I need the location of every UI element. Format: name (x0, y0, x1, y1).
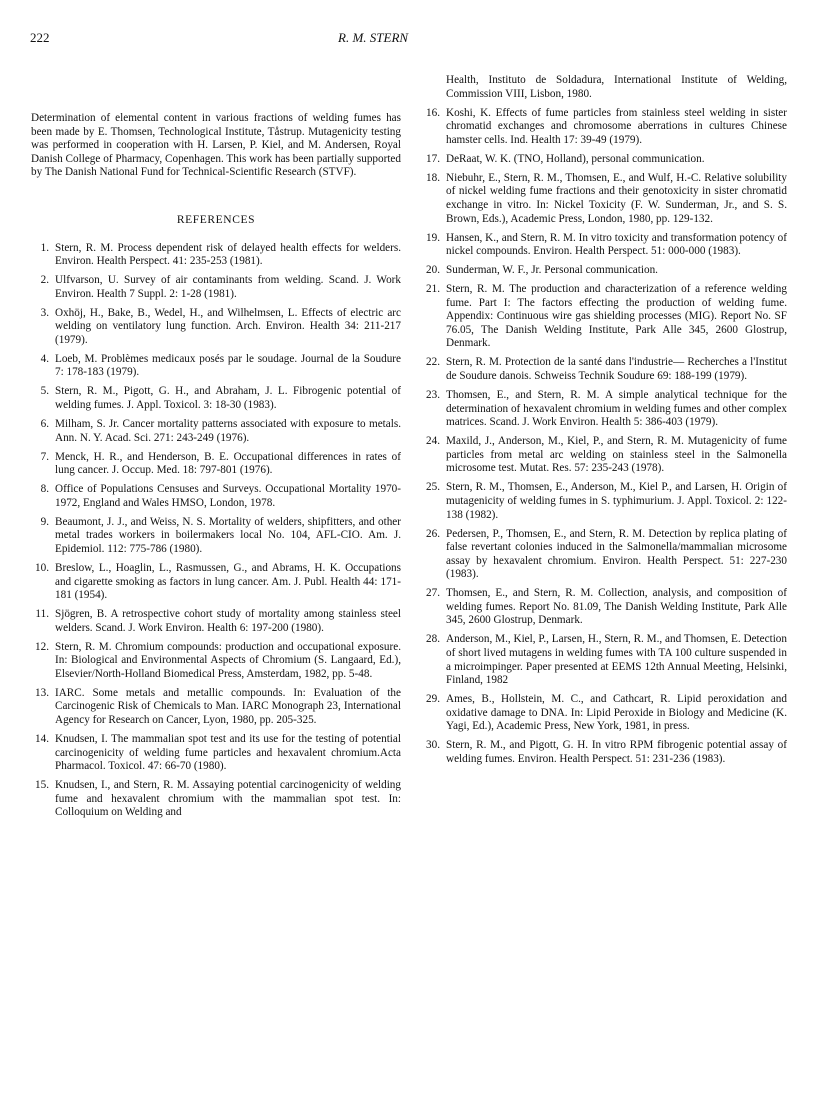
reference-number: 3. (40, 306, 49, 319)
reference-item (422, 693, 787, 734)
reference-number: 21. (426, 283, 440, 296)
reference-text: Milham, S. Jr. Cancer mortality patterns associated with exposure to metals. Ann. N. Y. Acad. Sci. 271: 243-249 (1976). (55, 418, 401, 444)
reference-number: 16. (426, 106, 440, 119)
acknowledgment-paragraph: Determination of elemental content in various fractions of welding fumes has been made by E. Thomsen, Technological Institute, Tåstrup. Mutagenicity testing was performed in cooperation with H. Larsen, P. Kiel, and M. Andersen, Royal Danish College of Pharmacy, Copenhagen. This work has been partially supported by The Danish National Fund for Technical-Scientific Research (STVF). (31, 112, 401, 179)
reference-text: DeRaat, W. K. (TNO, Holland), personal communication. (446, 152, 705, 165)
reference-text: Beaumont, J. J., and Weiss, N. S. Mortality of welders, shipfitters, and other metal trades workers in boilermakers local No. 104, AFL-CIO. Am. J. Epidemiol. 112: 775-786 (1980). (55, 515, 401, 555)
right-column (422, 74, 787, 772)
reference-item (422, 587, 787, 628)
reference-text: Stern, R. M. Chromium compounds: production and occupational exposure. In: Biological and Environmental Aspects of Chromium (S. Langaard, Ed.), Elsevier/North-Holland Biomedical Press, Amsterdam, 1982, pp. 5-48. (55, 640, 401, 680)
reference-text: Pedersen, P., Thomsen, E., and Stern, R. M. Detection by replica plating of false revertant colonies induced in the Salmonella/mammalian microsome assay by hexavalent chromium. Environ. Health Perspect. 51: 227-230 (1983). (446, 527, 787, 581)
reference-number: 24. (426, 435, 440, 448)
reference-number: 5. (40, 385, 49, 398)
reference-number: 30. (426, 739, 440, 752)
reference-item (422, 264, 787, 278)
reference-number: 12. (35, 640, 49, 653)
reference-text: Anderson, M., Kiel, P., Larsen, H., Stern, R. M., and Thomsen, E. Detection of short lived mutagens in welding fumes with TA 100 culture suspended in a microimpinger. Paper presented at EEMS 12th Annual Meeting, Helsinki, Finland, 1982 (446, 633, 787, 687)
reference-text: Knudsen, I. The mammalian spot test and its use for the testing of potential carcinogenicity of welding fume particles and hexavalent chromium.Acta Pharmacol. Toxicol. 47: 66-70 (1980). (55, 733, 401, 773)
reference-item (31, 274, 401, 301)
reference-number: 29. (426, 693, 440, 706)
running-head: R. M. STERN (338, 30, 409, 45)
reference-list-left (31, 242, 401, 820)
reference-text: Sunderman, W. F., Jr. Personal communication. (446, 264, 658, 277)
reference-number: 14. (35, 733, 49, 746)
reference-15-continuation: Health, Instituto de Soldadura, International Institute of Welding, Commission VIII, Lisbon, 1980. (446, 74, 787, 100)
reference-item (422, 107, 787, 148)
reference-item (422, 172, 787, 226)
reference-number: 25. (426, 481, 440, 494)
reference-text: Hansen, K., and Stern, R. M. In vitro toxicity and transformation potency of nickel compounds. Environ. Health Perspect. 51: 000-000 (1983). (446, 231, 787, 258)
reference-text: Stern, R. M., Thomsen, E., Anderson, M., Kiel P., and Larsen, H. Origin of mutagenicity of welding fumes in S. typhimurium. J. Appl. Toxicol. 2: 122-138 (1982). (446, 481, 787, 521)
reference-text: Sjögren, B. A retrospective cohort study of mortality among stainless steel welders. Scand. J. Work Environ. Health 6: 197-200 (1980). (55, 608, 401, 634)
reference-number: 10. (35, 561, 49, 574)
left-column (31, 112, 401, 825)
reference-item (422, 153, 787, 167)
reference-text: IARC. Some metals and metallic compounds. In: Evaluation of the Carcinogenic Risk of Chemicals to Man. IARC Monograph 23, International Agency for Research on Cancer, Lyon, 1980, pp. 205-325. (55, 686, 401, 727)
reference-text: Loeb, M. Problèmes medicaux posés par le soudage. Journal de la Soudure 7: 178-183 (1979). (55, 352, 401, 379)
reference-text: Stern, R. M. Process dependent risk of delayed health effects for welders. Environ. Health Perspect. 41: 235-253 (1981). (55, 241, 401, 268)
reference-item (31, 641, 401, 682)
reference-number: 18. (426, 171, 440, 184)
reference-item (422, 528, 787, 582)
reference-item (31, 451, 401, 478)
reference-number: 23. (426, 389, 440, 401)
reference-text: Koshi, K. Effects of fume particles from stainless steel welding in sister chromatid exchanges and chromosome aberrations in cultures Chinese hamster cells. Ind. Health 17: 39-49 (1979). (446, 106, 787, 146)
reference-item (31, 353, 401, 380)
reference-item (31, 687, 401, 728)
reference-text: Thomsen, E., and Stern, R. M. Collection, analysis, and composition of welding fumes. Report No. 81.09, The Danish Welding Institute, Park Alle 345, 2600 Glostrup, Denmark. (446, 587, 787, 627)
reference-number: 9. (40, 515, 49, 528)
reference-item (422, 435, 787, 476)
reference-number: 1. (40, 241, 49, 254)
reference-item (422, 283, 787, 351)
reference-number: 22. (426, 356, 440, 369)
reference-number: 27. (426, 587, 440, 600)
reference-number: 15. (35, 779, 49, 792)
reference-number: 28. (426, 633, 440, 646)
reference-text: Ames, B., Hollstein, M. C., and Cathcart, R. Lipid peroxidation and oxidative damage to DNA. In: Lipid Peroxide in Biology and Medicine (K. Yagi, Ed.), Academic Press, New York, 1981, in press. (446, 693, 787, 733)
reference-text: Oxhöj, H., Bake, B., Wedel, H., and Wilhelmsen, L. Effects of electric arc welding on ventilatory lung function. Arch. Environ. Health 34: 211-217 (1979). (55, 306, 401, 346)
reference-number: 20. (426, 264, 440, 277)
reference-number: 19. (426, 231, 440, 244)
reference-item (31, 418, 401, 445)
reference-text: Knudsen, I., and Stern, R. M. Assaying potential carcinogenicity of welding fume and hexavalent chromium with the mammalian spot test. In: Colloquium on Welding and (55, 779, 401, 819)
reference-item (422, 232, 787, 259)
reference-item (31, 779, 401, 820)
reference-item (31, 733, 401, 774)
reference-number: 8. (40, 483, 49, 496)
reference-text: Thomsen, E., and Stern, R. M. A simple analytical technique for the determination of hexavalent chromium in welding fumes and other complex matrices. Scand. J. Work Environ. Health 5: 386-403 (1979). (446, 389, 787, 429)
reference-text: Breslow, L., Hoaglin, L., Rasmussen, G., and Abrams, H. K. Occupations and cigarette smoking as factors in lung cancer. Am. J. Publ. Health 44: 171-181 (1954). (55, 561, 401, 602)
reference-number: 26. (426, 527, 440, 540)
reference-text: Stern, R. M., and Pigott, G. H. In vitro RPM fibrogenic potential assay of welding fumes. Environ. Health Perspect. 51: 231-236 (1983). (446, 739, 787, 765)
reference-number: 17. (426, 152, 440, 165)
reference-number: 7. (40, 450, 49, 463)
reference-text: Ulfvarson, U. Survey of air contaminants from welding. Scand. J. Work Environ. Health 7 Suppl. 2: 1-28 (1981). (55, 274, 401, 300)
reference-item (31, 307, 401, 348)
reference-item (422, 739, 787, 766)
reference-item (31, 242, 401, 269)
reference-number: 11. (35, 608, 49, 621)
reference-item (31, 562, 401, 603)
reference-item (31, 385, 401, 412)
reference-text: Stern, R. M., Pigott, G. H., and Abraham, J. L. Fibrogenic potential of welding fumes. J. Appl. Toxicol. 3: 18-30 (1983). (55, 385, 401, 412)
reference-text: Stern, R. M. The production and characterization of a reference welding fume. Part I: The factors effecting the production of welding fume. Appendix: Continuous wire gas shielding processes (MIG). Report No. SF 76.05, The Danish Welding Institute, Park Alle 345, 2600 Glostrup, Denmark. (446, 283, 787, 350)
page-number: 222 (30, 30, 50, 45)
reference-item (31, 516, 401, 557)
reference-item (31, 483, 401, 510)
reference-item (31, 608, 401, 635)
reference-number: 2. (40, 274, 49, 287)
reference-list-right (422, 107, 787, 767)
reference-item (422, 481, 787, 522)
reference-number: 4. (40, 352, 49, 365)
references-heading: REFERENCES (176, 213, 256, 226)
reference-text: Menck, H. R., and Henderson, B. E. Occupational differences in rates of lung cancer. J. Occup. Med. 18: 797-801 (1976). (55, 450, 401, 477)
reference-item (422, 633, 787, 687)
reference-text: Office of Populations Censuses and Surveys. Occupational Mortality 1970-1972, England and Wales HMSO, London, 1978. (55, 483, 401, 509)
reference-text: Niebuhr, E., Stern, R. M., Thomsen, E., and Wulf, H.-C. Relative solubility of nickel welding fume fractions and their genotoxicity in sister chromatid exchange in vitro. In: Nickel Toxicity (F. W. Sunderman, Jr., and S. S. Brown, Eds.), Academic Press, London, 1980, pp. 129-132. (446, 171, 787, 225)
reference-number: 13. (35, 686, 49, 699)
reference-number: 6. (40, 418, 49, 431)
reference-item (422, 356, 787, 383)
reference-text: Stern, R. M. Protection de la santé dans l'industrie— Recherches a l'Institut de Soudure danois. Schweiss Technik Soudure 69: 188-199 (1979). (446, 356, 787, 383)
reference-text: Maxild, J., Anderson, M., Kiel, P., and Stern, R. M. Mutagenicity of fume particles from metal arc welding on stainless steel in the Salmonella microsome test. Mutat. Res. 57: 235-243 (1978). (446, 435, 787, 475)
reference-item (422, 389, 787, 430)
